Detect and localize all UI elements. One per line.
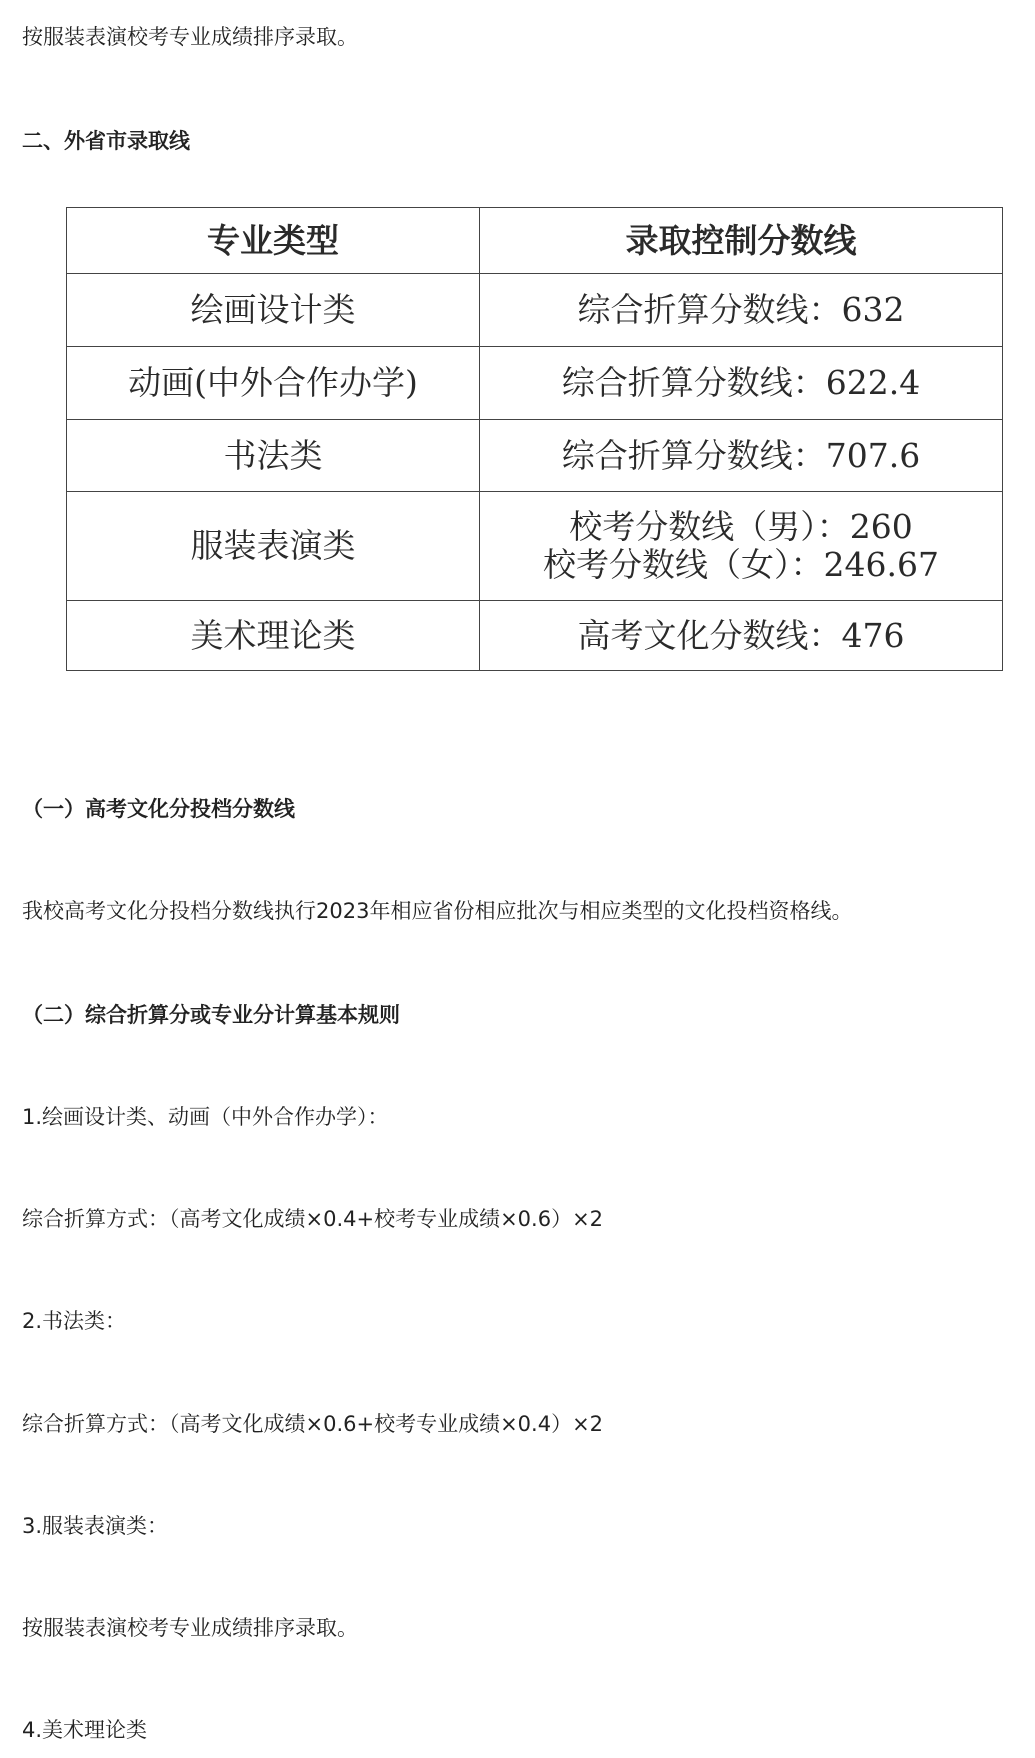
score-line: 综合折算分数线：632: [577, 290, 905, 329]
subsection-heading-calculation-rules: （二）综合折算分或专业分计算基本规则: [22, 1003, 400, 1027]
score-cell: [480, 601, 1003, 671]
table-row: [67, 274, 1003, 347]
rule-formula: 综合折算方式：（高考文化成绩×0.6+校考专业成绩×0.4）×2: [22, 1412, 604, 1436]
major-type-cell: 美术理论类: [67, 601, 480, 671]
score-line-male: 校考分数线（男）：260: [569, 507, 913, 546]
table-row: [67, 492, 1003, 601]
score-line: 综合折算分数线：622.4: [561, 363, 921, 402]
subsection-heading-culture-score: （一）高考文化分投档分数线: [22, 797, 295, 821]
rule-item: 3.服装表演类：: [22, 1514, 169, 1538]
rule-formula: 综合折算方式：（高考文化成绩×0.4+校考专业成绩×0.6）×2: [22, 1207, 604, 1231]
intro-paragraph: 按服装表演校考专业成绩排序录取。: [22, 25, 358, 49]
rule-item: 2.书法类：: [22, 1309, 127, 1333]
score-cell: [480, 420, 1003, 492]
score-line: 高考文化分数线：476: [577, 615, 905, 655]
header-score-line: 录取控制分数线: [480, 208, 1003, 274]
score-cell: [480, 492, 1003, 601]
rule-item: 1.绘画设计类、动画（中外合作办学）：: [22, 1105, 389, 1129]
rule-description: 按服装表演校考专业成绩排序录取。: [22, 1616, 358, 1640]
rule-item: 4.美术理论类: [22, 1718, 148, 1742]
major-type-cell: 绘画设计类: [67, 274, 480, 347]
major-type-cell: 服装表演类: [67, 492, 480, 601]
score-line-female: 校考分数线（女）：246.67: [543, 545, 939, 584]
culture-score-paragraph: 我校高考文化分投档分数线执行2023年相应省份相应批次与相应类型的文化投档资格线。: [22, 899, 853, 923]
score-cell: [480, 347, 1003, 420]
major-type-cell: 书法类: [67, 420, 480, 492]
score-line: 综合折算分数线：707.6: [561, 435, 921, 475]
header-major-type: 专业类型: [67, 208, 480, 274]
table-row: [67, 420, 1003, 492]
table-header-row: [67, 208, 1003, 274]
admission-score-table: [66, 207, 1003, 671]
table-row: [67, 347, 1003, 420]
section-heading: 二、外省市录取线: [22, 129, 190, 153]
table-row: [67, 601, 1003, 671]
major-type-cell: 动画(中外合作办学): [67, 347, 480, 420]
score-cell: [480, 274, 1003, 347]
